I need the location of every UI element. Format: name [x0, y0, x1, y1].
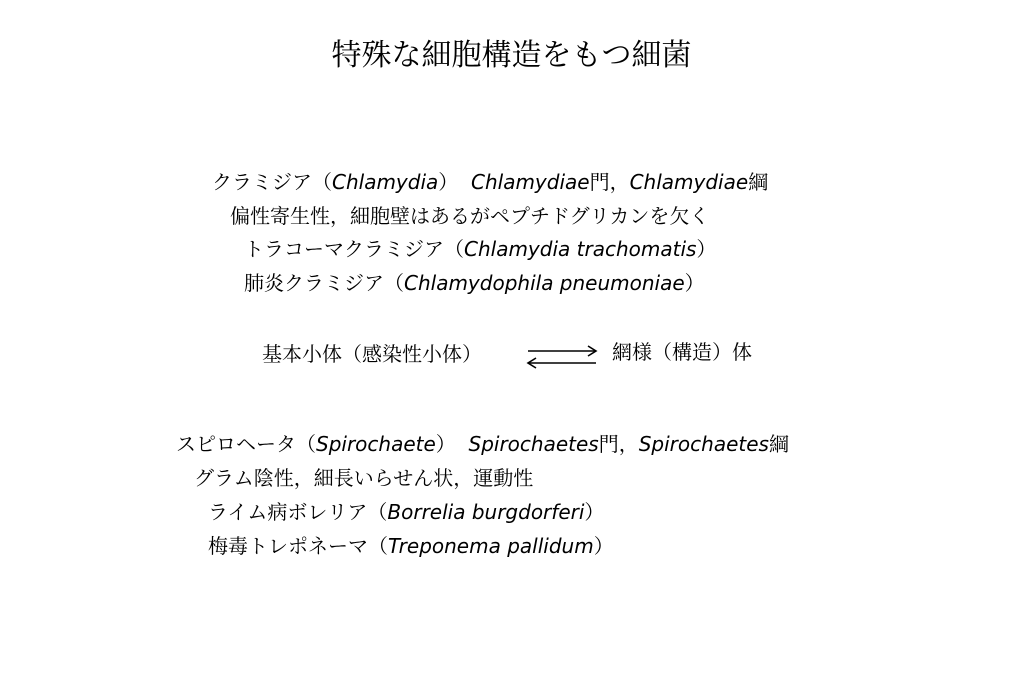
- spirochaete-close-paren: ）: [435, 432, 456, 456]
- chlamydia-close-paren: ）: [438, 170, 459, 194]
- spirochaete-name-ja: スピロヘータ（: [176, 432, 316, 456]
- species-name-ja: 梅毒トレポネーマ（: [208, 534, 388, 558]
- species-latin: Borrelia burgdorferi: [387, 500, 585, 524]
- species-latin: Chlamydia trachomatis: [464, 237, 697, 261]
- spirochaete-phylum: Spirochaetes: [468, 432, 599, 456]
- species-latin: Treponema pallidum: [388, 534, 594, 558]
- spirochaete-phylum-suffix: 門，: [598, 432, 639, 456]
- reversible-arrow-icon: [524, 344, 600, 370]
- spirochaete-species-2: [208, 532, 614, 560]
- slide-title: 特殊な細胞構造をもつ細菌: [331, 38, 692, 73]
- species-latin: Chlamydophila pneumoniae: [404, 271, 685, 295]
- species-name-ja: ライム病ボレリア（: [208, 500, 388, 524]
- chlamydia-phylum: Chlamydiae: [471, 170, 590, 194]
- reticulate-body-label: 網様（構造）体: [612, 340, 752, 364]
- chlamydia-species-2: [244, 269, 705, 297]
- species-close-paren: ）: [696, 237, 717, 261]
- spirochaete-class: Spirochaetes: [638, 432, 769, 456]
- elementary-body-label: 基本小体（感染性小体）: [262, 342, 482, 366]
- chlamydia-heading: [212, 168, 768, 196]
- spirochaete-heading: [176, 430, 789, 458]
- chlamydia-class: Chlamydiae: [629, 170, 749, 194]
- spirochaete-species-1: [208, 498, 604, 526]
- chlamydia-class-suffix: 綱: [748, 170, 769, 194]
- species-close-paren: ）: [584, 500, 605, 524]
- chlamydia-genus: Chlamydia: [332, 170, 439, 194]
- species-name-ja: 肺炎クラミジア（: [244, 271, 404, 295]
- chlamydia-name-ja: クラミジア（: [212, 170, 332, 194]
- chlamydia-phylum-suffix: 門，: [589, 170, 630, 194]
- spirochaete-genus: Spirochaete: [316, 432, 436, 456]
- chlamydia-feature: 偏性寄生性，細胞壁はあるがペプチドグリカンを欠く: [230, 204, 710, 228]
- spirochaete-feature: グラム陰性，細長いらせん状，運動性: [194, 466, 534, 490]
- species-close-paren: ）: [684, 271, 705, 295]
- species-name-ja: トラコーマクラミジア（: [244, 237, 464, 261]
- chlamydia-species-1: [244, 235, 716, 263]
- spirochaete-class-suffix: 綱: [768, 432, 789, 456]
- species-close-paren: ）: [593, 534, 614, 558]
